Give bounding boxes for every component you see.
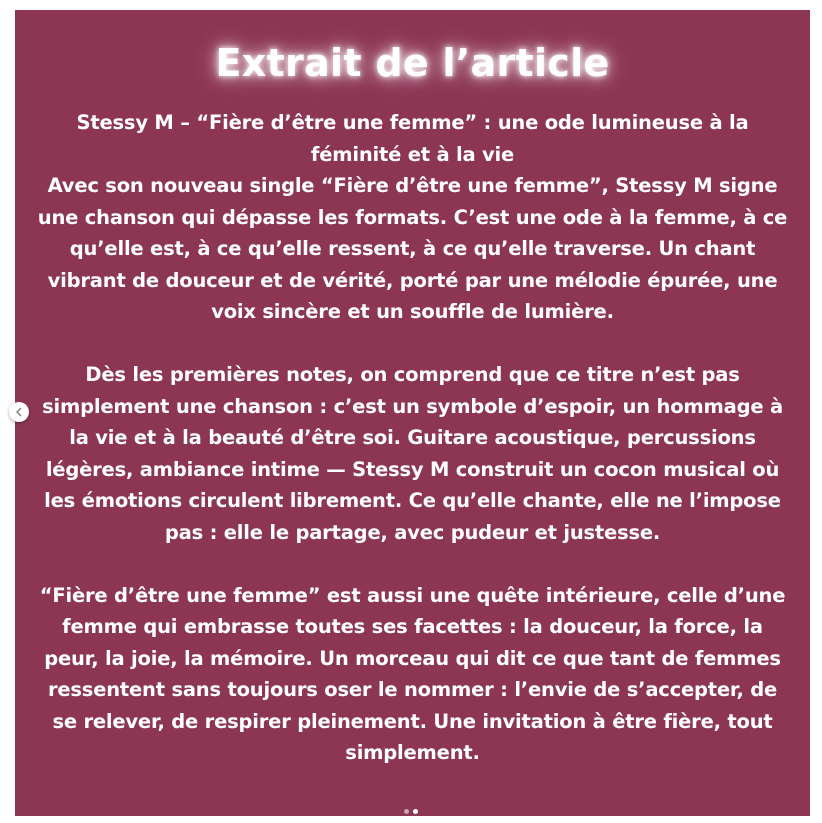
previous-slide-button[interactable]	[9, 402, 29, 422]
carousel-slide	[15, 10, 810, 816]
article-headline: Stessy M – “Fière d’être une femme” : une ode lumineuse à la féminité et à la vie	[76, 111, 749, 166]
carousel-dot[interactable]	[404, 809, 409, 814]
carousel-indicator	[404, 809, 418, 814]
paragraph-spacer	[37, 548, 788, 580]
paragraph-spacer	[37, 328, 788, 360]
article-paragraph: “Fière d’être une femme” est aussi une quête intérieure, celle d’une femme qui embrasse toutes ses facettes : la douceur, la force, la peur, la joie, la mémoire. Un morceau qui dit ce que tant de femmes ressentent sans toujours oser le nommer : l’envie de s’accepter, de se relever, de respirer pleinement. Une invitation à être fière, tout simplement.	[39, 583, 786, 764]
post-title: Extrait de l’article	[215, 41, 610, 85]
chevron-left-icon	[14, 407, 24, 417]
article-paragraph: Dès les premières notes, on comprend que ce titre n’est pas simplement une chanson : c’est un symbole d’espoir, un hommage à la vie et à la beauté d’être soi. Guitare acoustique, percussions légères, ambiance intime — Stessy M construit un cocon musical où les émotions circulent librement. Ce qu’elle chante, elle ne l’impose pas : elle le partage, avec pudeur et justesse.	[42, 363, 783, 544]
carousel-dot-active[interactable]	[413, 809, 418, 814]
article-excerpt	[37, 107, 788, 769]
article-paragraph: Avec son nouveau single “Fière d’être une femme”, Stessy M signe une chanson qui dépasse les formats. C’est une ode à la femme, à ce qu’elle est, à ce qu’elle ressent, à ce qu’elle traverse. Un chant vibrant de douceur et de vérité, porté par une mélodie épurée, une voix sincère et un souffle de lumière.	[37, 174, 788, 323]
